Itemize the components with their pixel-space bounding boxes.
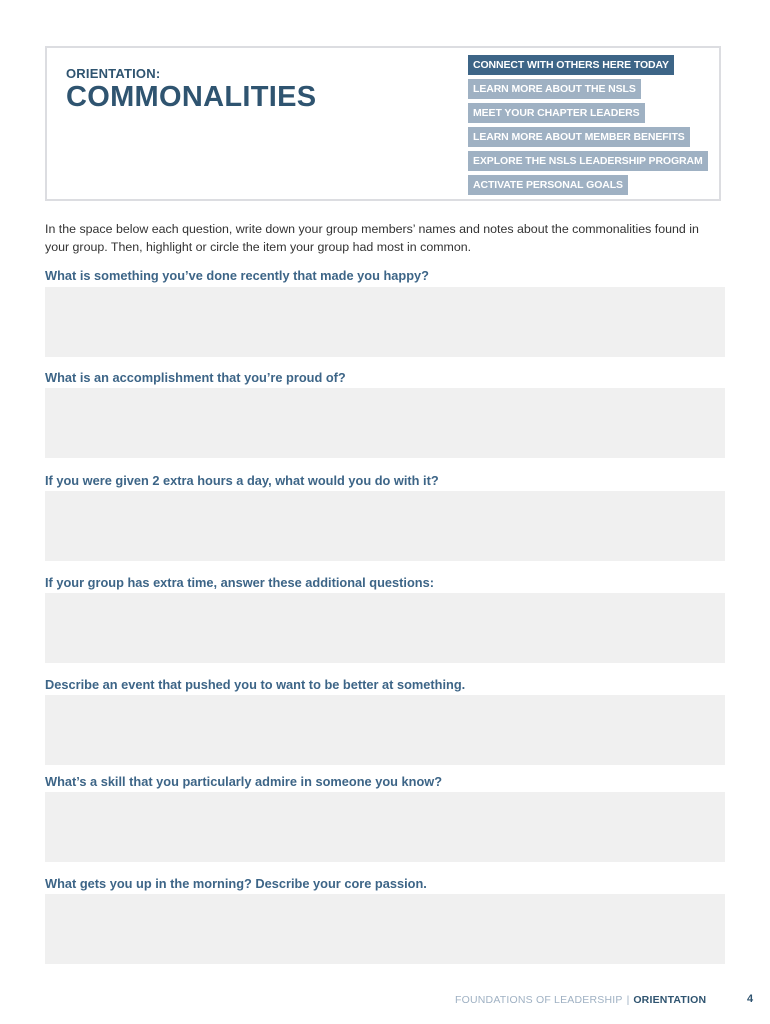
instructions-text: In the space below each question, write down your group members’ names and notes about the commonalities found in your group. Then, highlight or circle the item your group had most in common. (45, 222, 699, 254)
section-nav (468, 55, 708, 199)
nav-meet-chapter-leaders[interactable]: MEET YOUR CHAPTER LEADERS (468, 103, 645, 123)
nav-personal-goals[interactable]: ACTIVATE PERSONAL GOALS (468, 175, 628, 195)
page-number: 4 (747, 993, 754, 1005)
question-label: If your group has extra time, answer these additional questions: (45, 575, 434, 590)
question-label: What gets you up in the morning? Describe your core passion. (45, 876, 427, 891)
nav-learn-about-nsls[interactable]: LEARN MORE ABOUT THE NSLS (468, 79, 641, 99)
nav-connect-with-others[interactable]: CONNECT WITH OTHERS HERE TODAY (468, 55, 674, 75)
footer-separator: | (626, 994, 630, 1006)
answer-field[interactable] (45, 894, 725, 964)
page-eyebrow: ORIENTATION: (66, 66, 161, 81)
question-label: What is something you’ve done recently that made you happy? (45, 268, 429, 283)
answer-field[interactable] (45, 792, 725, 862)
nav-leadership-program[interactable]: EXPLORE THE NSLS LEADERSHIP PROGRAM (468, 151, 708, 171)
nav-member-benefits[interactable]: LEARN MORE ABOUT MEMBER BENEFITS (468, 127, 690, 147)
header-panel (45, 46, 721, 201)
question-label: If you were given 2 extra hours a day, what would you do with it? (45, 473, 439, 488)
page-title: COMMONALITIES (66, 81, 317, 113)
question-label: Describe an event that pushed you to want to be better at something. (45, 677, 466, 692)
footer-document-title: ORIENTATION (633, 994, 707, 1006)
footer-section-title: FOUNDATIONS OF LEADERSHIP (455, 994, 623, 1006)
answer-field[interactable] (45, 287, 725, 357)
answer-field[interactable] (45, 388, 725, 458)
answer-field[interactable] (45, 695, 725, 765)
question-label: What’s a skill that you particularly admire in someone you know? (45, 774, 443, 789)
question-label: What is an accomplishment that you’re proud of? (45, 370, 346, 385)
answer-field[interactable] (45, 491, 725, 561)
page-footer (455, 994, 706, 1006)
answer-field[interactable] (45, 593, 725, 663)
